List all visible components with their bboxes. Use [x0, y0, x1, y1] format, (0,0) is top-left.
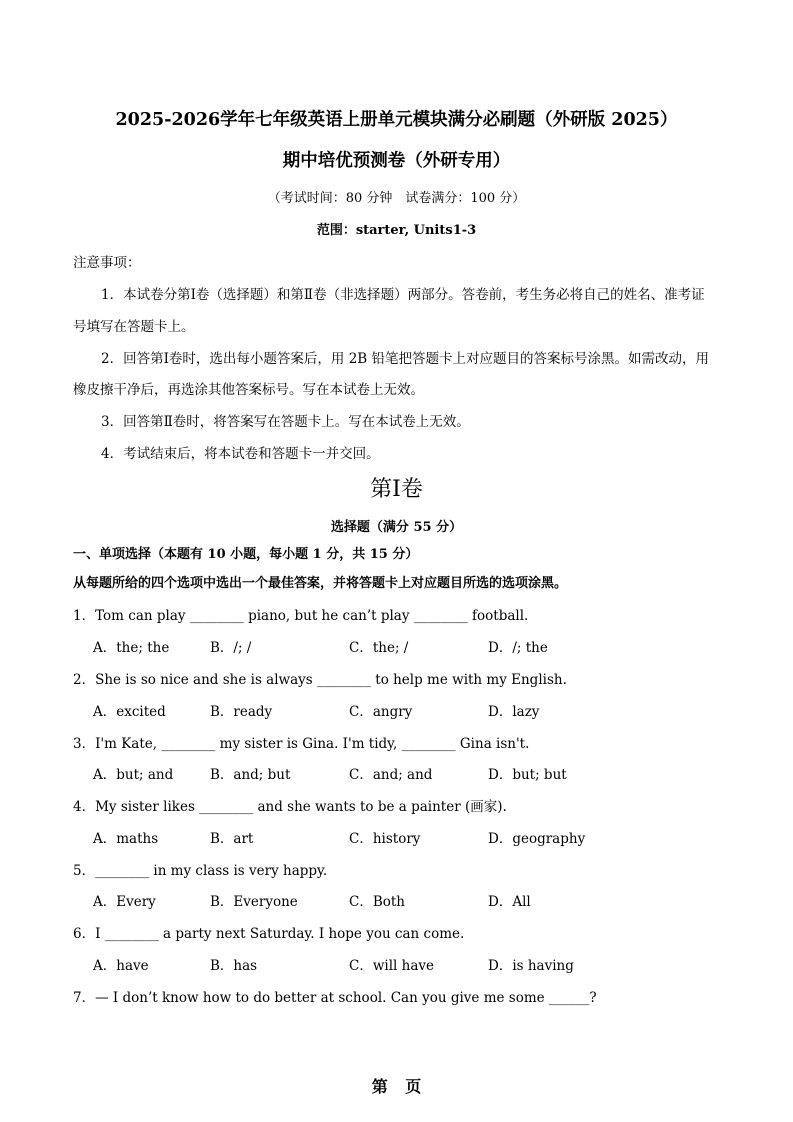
exam-scope: 范围：starter, Units1-3	[316, 223, 477, 238]
section-juan-title: 第Ⅰ卷	[370, 477, 423, 502]
question-3-option-a: A．but; and	[93, 767, 174, 783]
question-2-option-d: D．lazy	[488, 704, 540, 720]
exam-info: （考试时间：80 分钟 试卷满分：100 分）	[267, 191, 526, 206]
question-3-option-c: C．and; and	[349, 767, 433, 783]
part1-title: 一、单项选择（本题有 10 小题，每小题 1 分，共 15 分）	[73, 547, 419, 562]
question-4-option-d: D．geography	[488, 831, 586, 847]
section-juan-subtitle: 选择题（满分 55 分）	[330, 520, 463, 535]
page-footer	[0, 1074, 793, 1097]
question-2-option-a: A．excited	[93, 704, 166, 720]
question-6-option-a: A．have	[93, 958, 149, 974]
question-2-option-c: C．angry	[349, 704, 413, 720]
question-stem-2: 2．She is so nice and she is always ________ to help me with my English.	[73, 672, 567, 688]
question-4-option-b: B．art	[210, 831, 254, 847]
notice-item-2-line-1: 2．回答第Ⅰ卷时，选出每小题答案后，用 2B 铅笔把答题卡上对应题目的答案标号涂黑。如需改动，用	[101, 351, 710, 367]
question-4-option-c: C．history	[349, 831, 421, 847]
notice-heading: 注意事项：	[73, 255, 141, 271]
question-stem-6: 6．I ________ a party next Saturday. I hope you can come.	[73, 926, 465, 942]
question-stem-3: 3．I'm Kate, ________ my sister is Gina. I'm tidy, ________ Gina isn't.	[73, 736, 530, 752]
question-1-option-d: D．/; the	[488, 640, 548, 656]
question-1-option-a: A．the; the	[93, 640, 170, 656]
question-6-option-c: C．will have	[349, 958, 434, 974]
question-3-option-b: B．and; but	[210, 767, 291, 783]
exam-title: 2025-2026学年七年级英语上册单元模块满分必刷题（外研版 2025）	[115, 110, 678, 130]
exam-subtitle: 期中培优预测卷（外研专用）	[282, 151, 511, 171]
notice-item-2-line-2: 橡皮擦干净后，再选涂其他答案标号。写在本试卷上无效。	[73, 382, 424, 398]
question-stem-1: 1．Tom can play ________ piano, but he can’t play ________ football.	[73, 608, 529, 624]
notice-item-3: 3．回答第Ⅱ卷时，将答案写在答题卡上。写在本试卷上无效。	[101, 414, 470, 430]
question-1-option-c: C．the; /	[349, 640, 409, 656]
question-stem-7: 7．— I don’t know how to do better at school. Can you give me some ______?	[73, 990, 597, 1006]
question-4-option-a: A．maths	[93, 831, 159, 847]
question-2-option-b: B．ready	[210, 704, 273, 720]
question-5-option-b: B．Everyone	[210, 894, 298, 910]
question-5-option-a: A．Every	[93, 894, 156, 910]
question-stem-4: 4．My sister likes ________ and she wants to be a painter (画家).	[73, 799, 507, 815]
question-stem-5: 5．________ in my class is very happy.	[73, 863, 328, 879]
question-5-option-d: D．All	[488, 894, 531, 910]
question-1-option-b: B．/; /	[210, 640, 252, 656]
notice-item-4: 4．考试结束后，将本试卷和答题卡一并交回。	[101, 446, 380, 462]
footer-ye: 页	[405, 1077, 422, 1096]
question-5-option-c: C．Both	[349, 894, 405, 910]
question-3-option-d: D．but; but	[488, 767, 567, 783]
notice-item-1-line-1: 1．本试卷分第Ⅰ卷（选择题）和第Ⅱ卷（非选择题）两部分。答卷前，考生务必将自己的姓名、准考证	[101, 287, 705, 303]
question-6-option-b: B．has	[210, 958, 258, 974]
notice-item-1-line-2: 号填写在答题卡上。	[73, 319, 195, 335]
footer-di: 第	[371, 1077, 388, 1096]
question-6-option-d: D．is having	[488, 958, 574, 974]
part1-instruction: 从每题所给的四个选项中选出一个最佳答案，并将答题卡上对应题目所选的选项涂黑。	[73, 576, 568, 591]
